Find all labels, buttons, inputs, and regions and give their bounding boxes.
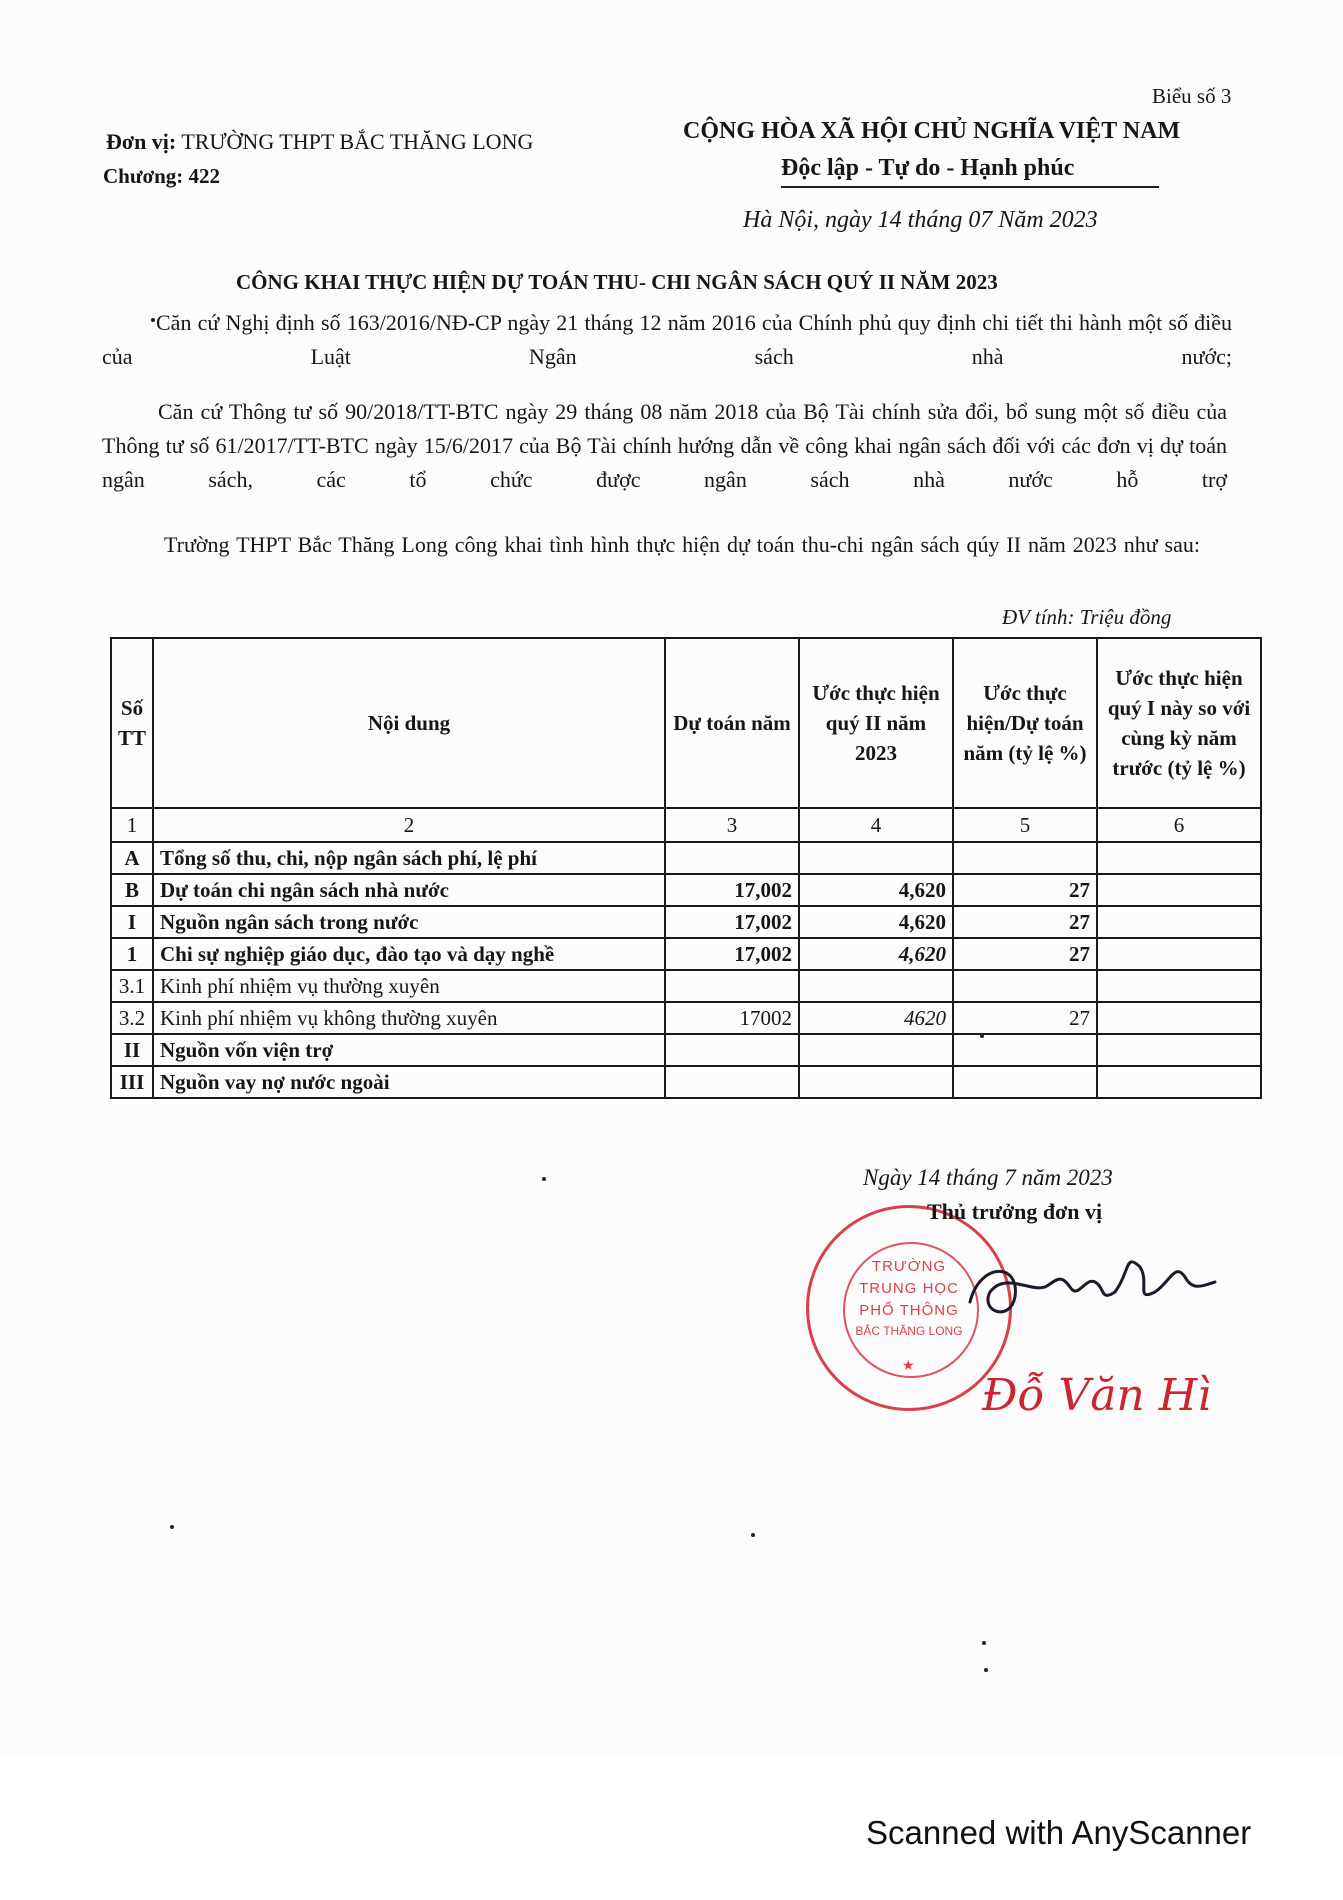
row-budget	[665, 842, 799, 874]
table-row	[111, 1034, 1261, 1066]
table-row	[111, 1002, 1261, 1034]
row-stt: I	[111, 906, 153, 938]
row-stt: II	[111, 1034, 153, 1066]
scan-speck	[982, 1641, 986, 1645]
scan-speck	[542, 1177, 546, 1181]
intro-text: Trường THPT Bắc Thăng Long công khai tình hình thực hiện dự toán thu-chi ngân sách qúy II năm 2023 như sau:	[164, 532, 1200, 557]
scan-speck	[170, 1525, 174, 1529]
unit-note: ĐV tính: Triệu đồng	[1002, 605, 1172, 629]
stamp-line: BẮC THĂNG LONG	[855, 1324, 963, 1338]
table-row	[111, 1066, 1261, 1098]
stamp-line: PHỔ THÔNG	[859, 1302, 959, 1319]
table-row	[111, 842, 1261, 874]
header-q2: Ước thực hiện quý II năm 2023	[799, 638, 953, 808]
place-date: Hà Nội, ngày 14 tháng 07 Năm 2023	[743, 207, 1098, 233]
row-yoy	[1097, 1002, 1261, 1034]
form-number: Biểu số 3	[1152, 84, 1232, 108]
row-q2: 4,620	[799, 906, 953, 938]
signature-title: Thủ trưởng đơn vị	[927, 1199, 1103, 1224]
scan-speck	[751, 1533, 755, 1537]
row-stt: A	[111, 842, 153, 874]
row-yoy	[1097, 1066, 1261, 1098]
row-budget: 17002	[665, 1002, 799, 1034]
row-q2: 4620	[799, 1002, 953, 1034]
row-content: Kinh phí nhiệm vụ không thường xuyên	[153, 1002, 665, 1034]
row-ratio	[953, 970, 1097, 1002]
scan-speck	[980, 1034, 984, 1038]
row-yoy	[1097, 842, 1261, 874]
basis-paragraph-1	[102, 306, 1232, 408]
table-header-row	[111, 638, 1261, 808]
row-stt: 3.2	[111, 1002, 153, 1034]
row-budget	[665, 1034, 799, 1066]
unit-label: Đơn vị:	[106, 129, 177, 154]
header-yoy: Ước thực hiện quý I này so với cùng kỳ năm trước (tỷ lệ %)	[1097, 638, 1261, 808]
row-q2: 4,620	[799, 874, 953, 906]
motto: Độc lập - Tự do - Hạnh phúc	[781, 155, 1075, 181]
row-stt: 3.1	[111, 970, 153, 1002]
stamp-line: TRUNG HỌC	[859, 1280, 959, 1297]
header-stt: Số TT	[111, 638, 153, 808]
chapter: Chương: 422	[103, 164, 220, 188]
row-budget: 17,002	[665, 938, 799, 970]
table-row	[111, 938, 1261, 970]
row-ratio: 27	[953, 874, 1097, 906]
budget-table	[110, 637, 1262, 1099]
row-content: Tổng số thu, chi, nộp ngân sách phí, lệ phí	[153, 842, 665, 874]
header-content: Nội dung	[153, 638, 665, 808]
row-q2: 4,620	[799, 938, 953, 970]
row-ratio	[953, 1066, 1097, 1098]
table-row	[111, 874, 1261, 906]
header-ratio: Ước thực hiện/Dự toán năm (tỷ lệ %)	[953, 638, 1097, 808]
row-q2	[799, 1066, 953, 1098]
row-ratio	[953, 1034, 1097, 1066]
basis-text-2: Căn cứ Thông tư số 90/2018/TT-BTC ngày 29 tháng 08 năm 2018 của Bộ Tài chính sửa đổi, bổ sung một số điều của Thông tư số 61/2017/TT-BTC ngày 15/6/2017 của Bộ Tài chính hướng dẫn về công khai ngân sách đối với các đơn vị dự toán ngân sách, các tổ chức được ngân sách nhà nước hỗ trợ	[102, 399, 1227, 492]
row-budget	[665, 1066, 799, 1098]
row-content: Chi sự nghiệp giáo dục, đào tạo và dạy nghề	[153, 938, 665, 970]
row-stt: B	[111, 874, 153, 906]
unit-line	[106, 129, 533, 155]
row-yoy	[1097, 938, 1261, 970]
scanner-watermark: Scanned with AnyScanner	[866, 1814, 1252, 1851]
row-content: Kinh phí nhiệm vụ thường xuyên	[153, 970, 665, 1002]
document-title: CÔNG KHAI THỰC HIỆN DỰ TOÁN THU- CHI NGÂN SÁCH QUÝ II NĂM 2023	[236, 270, 998, 294]
row-q2	[799, 1034, 953, 1066]
row-yoy	[1097, 1034, 1261, 1066]
row-yoy	[1097, 970, 1261, 1002]
scan-speck	[151, 318, 155, 322]
column-number: 3	[665, 808, 799, 842]
signature-date: Ngày 14 tháng 7 năm 2023	[863, 1165, 1113, 1190]
column-number: 5	[953, 808, 1097, 842]
row-ratio: 27	[953, 938, 1097, 970]
handwritten-signature	[960, 1242, 1220, 1332]
header-budget: Dự toán năm	[665, 638, 799, 808]
row-ratio: 27	[953, 906, 1097, 938]
column-number-row	[111, 808, 1261, 842]
table-row	[111, 906, 1261, 938]
row-content: Dự toán chi ngân sách nhà nước	[153, 874, 665, 906]
row-stt: III	[111, 1066, 153, 1098]
row-yoy	[1097, 874, 1261, 906]
column-number: 4	[799, 808, 953, 842]
column-number: 1	[111, 808, 153, 842]
row-content: Nguồn ngân sách trong nước	[153, 906, 665, 938]
intro-paragraph	[102, 528, 1200, 596]
signer-name: Đỗ Văn Hì	[982, 1370, 1212, 1421]
scan-speck	[984, 1668, 988, 1672]
stamp-line: TRƯỜNG	[871, 1258, 947, 1275]
unit-name: TRƯỜNG THPT BẮC THĂNG LONG	[181, 129, 534, 154]
row-ratio	[953, 842, 1097, 874]
basis-paragraph-2	[102, 395, 1227, 531]
row-budget: 17,002	[665, 874, 799, 906]
nation-heading: CỘNG HÒA XÃ HỘI CHỦ NGHĨA VIỆT NAM	[683, 118, 1181, 144]
row-q2	[799, 842, 953, 874]
stamp-star-icon: ★	[902, 1359, 915, 1374]
row-ratio: 27	[953, 1002, 1097, 1034]
motto-underline	[781, 186, 1159, 188]
row-content: Nguồn vay nợ nước ngoài	[153, 1066, 665, 1098]
row-budget	[665, 970, 799, 1002]
table-row	[111, 970, 1261, 1002]
basis-text-1: Căn cứ Nghị định số 163/2016/NĐ-CP ngày 21 tháng 12 năm 2016 của Chính phủ quy định chi tiết thi hành một số điều của Luật Ngân sách nhà nước;	[102, 310, 1232, 369]
column-number: 2	[153, 808, 665, 842]
row-yoy	[1097, 906, 1261, 938]
column-number: 6	[1097, 808, 1261, 842]
row-stt: 1	[111, 938, 153, 970]
row-content: Nguồn vốn viện trợ	[153, 1034, 665, 1066]
row-budget: 17,002	[665, 906, 799, 938]
row-q2	[799, 970, 953, 1002]
